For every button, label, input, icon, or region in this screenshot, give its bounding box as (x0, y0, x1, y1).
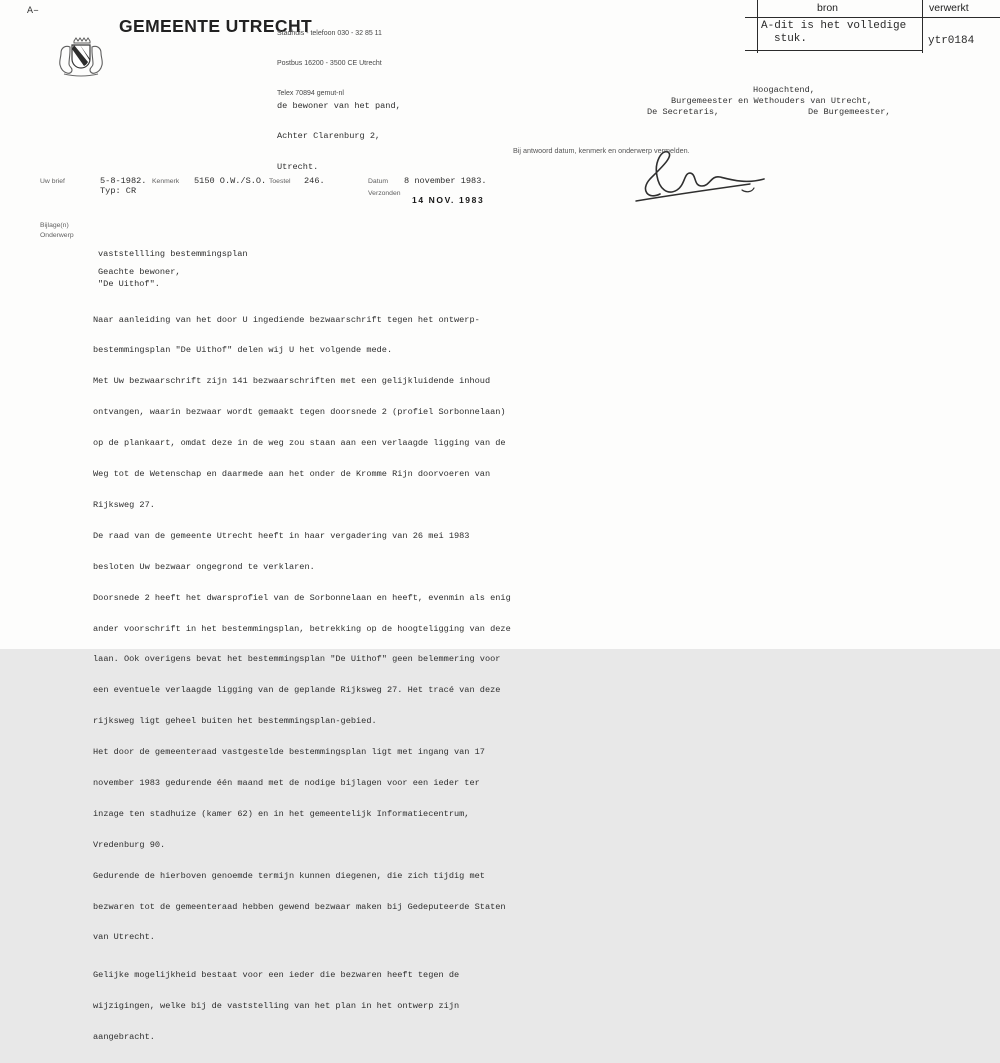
secretary-title: De Secretaris, (647, 107, 720, 117)
closing-salutation: Hoogachtend, (753, 85, 815, 95)
signature-scribble (622, 110, 792, 240)
body-line: bezwaren tot de gemeenteraad hebben gewend bezwaar maken bij Gedeputeerde Staten (93, 901, 506, 912)
addressee-line: Achter Clarenburg 2, (277, 131, 381, 142)
contact-line: Telex 70894 gemut-nl (277, 90, 344, 97)
reply-instruction: Bij antwoord datum, kenmerk en onderwerp vermelden. (513, 146, 690, 155)
body-line: een eventuele verlaagde ligging van de geplande Rijksweg 27. Het tracé van deze (93, 685, 501, 696)
body-line: ander voorschrift in het bestemmingsplan, betrekking op de hoogteligging van deze (93, 623, 511, 634)
body-line: Vredenburg 90. (93, 839, 166, 850)
verzonden-date-stamp: 14 NOV. 1983 (412, 195, 485, 205)
body-line: Met Uw bezwaarschrift zijn 141 bezwaarschriften met een gelijkluidende inhoud (93, 376, 491, 387)
body-line: Gedurende de hierboven genoemde termijn kunnen diegenen, die zich tijdig met (93, 870, 485, 881)
datum-value: 8 november 1983. (404, 176, 487, 186)
addressee-block (277, 80, 401, 193)
verwerkt-code: ytr0184 (928, 35, 975, 47)
body-line: wijzigingen, welke bij de vaststelling van het plan in het ontwerp zijn (93, 1001, 460, 1012)
body-line: De raad van de gemeente Utrecht heeft in haar vergadering van 26 mei 1983 (93, 530, 470, 541)
body-line: rijksweg ligt geheel buiten het bestemmingsplan-gebied. (93, 716, 377, 727)
letter-body (93, 294, 511, 1063)
body-line: besloten Uw bezwaar ongegrond te verklaren. (93, 561, 315, 572)
column-header-verwerkt: verwerkt (929, 2, 969, 14)
table-divider (922, 0, 923, 53)
bijlagen-label: Bijlage(n) (40, 222, 69, 229)
bron-note-line: stuk. (774, 33, 808, 45)
body-line: Rijksweg 27. (93, 499, 155, 510)
body-line: van Utrecht. (93, 932, 155, 943)
addressee-line: Utrecht. (277, 162, 319, 173)
bron-note-line: A-dit is het volledige (761, 20, 907, 32)
org-name: GEMEENTE UTRECHT (119, 16, 313, 36)
uw-brief-type: Typ: CR (100, 186, 137, 196)
toestel-value: 246. (304, 176, 325, 186)
addressee-line: de bewoner van het pand, (277, 100, 401, 111)
body-line: Weg tot de Wetenschap en daarmede aan het onder de Kromme Rijn doorvoeren van (93, 469, 491, 480)
routing-table (757, 0, 1000, 53)
table-bottom-rule (745, 50, 923, 51)
kenmerk-value: 5150 O.W./S.O. (194, 176, 267, 186)
table-header-rule (745, 17, 1000, 18)
utrecht-coat-of-arms-icon (54, 1, 108, 115)
body-line: bestemmingsplan "De Uithof" delen wij U het volgende mede. (93, 345, 393, 356)
corner-mark: A– (27, 6, 40, 17)
body-line: aangebracht. (93, 1032, 155, 1043)
contact-line: Postbus 16200 - 3500 CE Utrecht (277, 60, 382, 67)
salutation: Geachte bewoner, (98, 267, 181, 277)
table-border-left (757, 0, 758, 53)
body-line: inzage ten stadhuize (kamer 62) en in het gemeentelijk Informatiecentrum, (93, 808, 470, 819)
body-line: Doorsnede 2 heeft het dwarsprofiel van de Sorbonnelaan en heeft, evenmin als enig (93, 592, 511, 603)
body-line: ontvangen, waarin bezwaar wordt gemaakt tegen doorsnede 2 (profiel Sorbonnelaan) (93, 407, 506, 418)
uw-brief-label: Uw brief (40, 178, 65, 185)
body-line: laan. Ook overigens bevat het bestemmingsplan "De Uithof" geen belemmering voor (93, 654, 501, 665)
onderwerp-label: Onderwerp (40, 232, 74, 239)
column-header-bron: bron (817, 2, 839, 14)
onderwerp-line: vaststellling bestemmingsplan (98, 248, 248, 259)
datum-label: Datum (368, 178, 389, 185)
toestel-label: Toestel (269, 178, 291, 185)
signature-org-line: Burgemeester en Wethouders van Utrecht, (671, 96, 873, 106)
body-line: Het door de gemeenteraad vastgestelde bestemmingsplan ligt met ingang van 17 (93, 747, 485, 758)
body-line: Gelijke mogelijkheid bestaat voor een ieder die bezwaren heeft tegen de (93, 970, 460, 981)
body-line: Naar aanleiding van het door U ingediende bezwaarschrift tegen het ontwerp- (93, 314, 480, 325)
verzonden-label: Verzonden (368, 190, 401, 197)
contact-line: Stadhuis - telefoon 030 - 32 85 11 (277, 30, 382, 37)
body-line: op de plankaart, omdat deze in de weg zou staan aan een verlaagde ligging van de (93, 438, 506, 449)
body-line: november 1983 gedurende één maand met de nodige bijlagen voor een ieder ter (93, 777, 480, 788)
kenmerk-label: Kenmerk (152, 178, 180, 185)
onderwerp-line: "De Uithof". (98, 279, 160, 290)
uw-brief-value: 5-8-1982. (100, 176, 147, 186)
mayor-title: De Burgemeester, (808, 107, 891, 117)
